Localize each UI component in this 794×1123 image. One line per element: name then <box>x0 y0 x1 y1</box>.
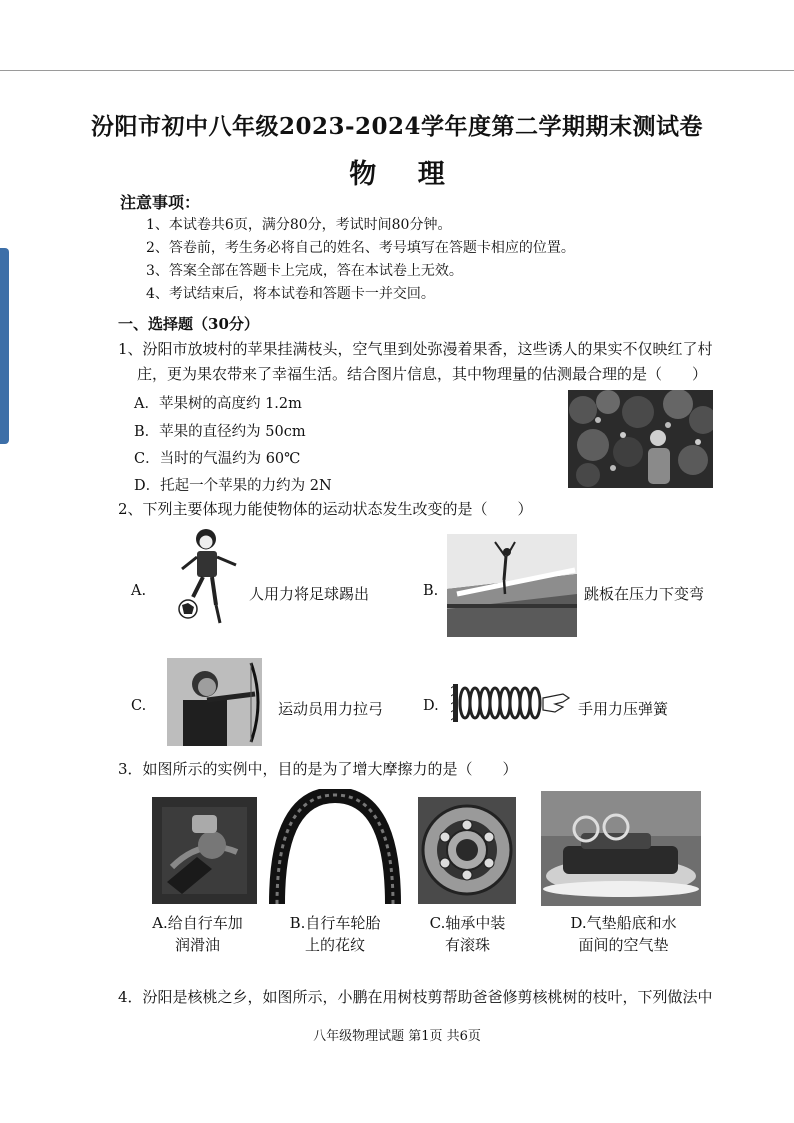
q3-caption-d-line1: D.气垫船底和水 <box>570 914 677 932</box>
note-item: 3、答案全部在答题卡上完成，答在本试卷上无效。 <box>146 263 463 279</box>
q3-caption-a-line1: A.给自行车加 <box>152 914 243 932</box>
q3-caption-b-line1: B.自行车轮胎 <box>289 914 381 932</box>
archer-image <box>167 658 262 746</box>
q1-stem-line2: 庄，更为果农带来了幸福生活。结合图片信息，其中物理量的估测最合理的是（ ） <box>137 365 708 383</box>
ball-bearing-image <box>418 797 516 904</box>
q3-caption-b <box>276 912 394 956</box>
q3-caption-c <box>415 912 520 956</box>
q2-option-b-text: 跳板在压力下变弯 <box>584 585 705 603</box>
q3-caption-a <box>140 912 255 956</box>
kicking-football-image <box>168 525 243 630</box>
window-edge-tab <box>0 248 9 444</box>
q1-option-d: D．托起一个苹果的力约为 2N <box>134 478 332 494</box>
q3-stem: 3．如图所示的实例中，目的是为了增大摩擦力的是（ ） <box>118 760 518 778</box>
diving-board-image <box>447 534 577 637</box>
q3-caption-c-line1: C.轴承中装 <box>429 914 506 932</box>
q2-option-a-letter: A. <box>131 583 147 599</box>
q1-option-c: C．当时的气温约为 60℃ <box>134 451 301 467</box>
notes-heading: 注意事项： <box>120 193 201 212</box>
q3-caption-d <box>556 912 691 956</box>
q2-option-c-letter: C. <box>131 698 147 714</box>
bike-tire-image <box>269 789 401 906</box>
subject-title: 物 理 <box>349 159 461 190</box>
q1-option-a: A．苹果树的高度约 1.2m <box>134 396 302 412</box>
q2-option-a-text: 人用力将足球踢出 <box>249 585 370 603</box>
note-item: 1、本试卷共6页，满分80分，考试时间80分钟。 <box>146 217 452 233</box>
apple-orchard-photo <box>568 390 713 488</box>
q4-stem: 4．汾阳是核桃之乡，如图所示，小鹏在用树枝剪帮助爸爸修剪核桃树的枝叶，下列做法中 <box>118 988 713 1006</box>
q1-stem-line1: 1、汾阳市放坡村的苹果挂满枝头，空气里到处弥漫着果香，这些诱人的果实不仅映红了村 <box>118 340 713 358</box>
note-item: 4、考试结束后，将本试卷和答题卡一并交回。 <box>146 286 435 302</box>
q1-option-b: B．苹果的直径约为 50cm <box>134 424 306 440</box>
bike-lubricant-image <box>152 797 257 904</box>
section-heading: 一、选择题（30分） <box>118 315 259 333</box>
exam-title: 汾阳市初中八年级2023-2024学年度第二学期期末测试卷 <box>90 113 704 140</box>
q3-caption-b-line2: 上的花纹 <box>304 936 365 954</box>
q2-option-c-text: 运动员用力拉弓 <box>278 700 384 718</box>
q2-stem: 2、下列主要体现力能使物体的运动状态发生改变的是（ ） <box>118 500 533 518</box>
page-footer: 八年级物理试题 第1页 共6页 <box>313 1029 481 1044</box>
q3-caption-c-line2: 有滚珠 <box>444 936 490 954</box>
page-top-edge <box>0 70 794 71</box>
q3-caption-a-line2: 润滑油 <box>174 936 220 954</box>
q2-option-d-text: 手用力压弹簧 <box>578 700 669 718</box>
q3-caption-d-line2: 面间的空气垫 <box>578 936 669 954</box>
spring-press-image <box>451 680 571 726</box>
q2-option-d-letter: D. <box>423 698 439 714</box>
hovercraft-image <box>541 791 701 906</box>
q2-option-b-letter: B. <box>423 583 439 599</box>
note-item: 2、答卷前，考生务必将自己的姓名、考号填写在答题卡相应的位置。 <box>146 240 575 256</box>
